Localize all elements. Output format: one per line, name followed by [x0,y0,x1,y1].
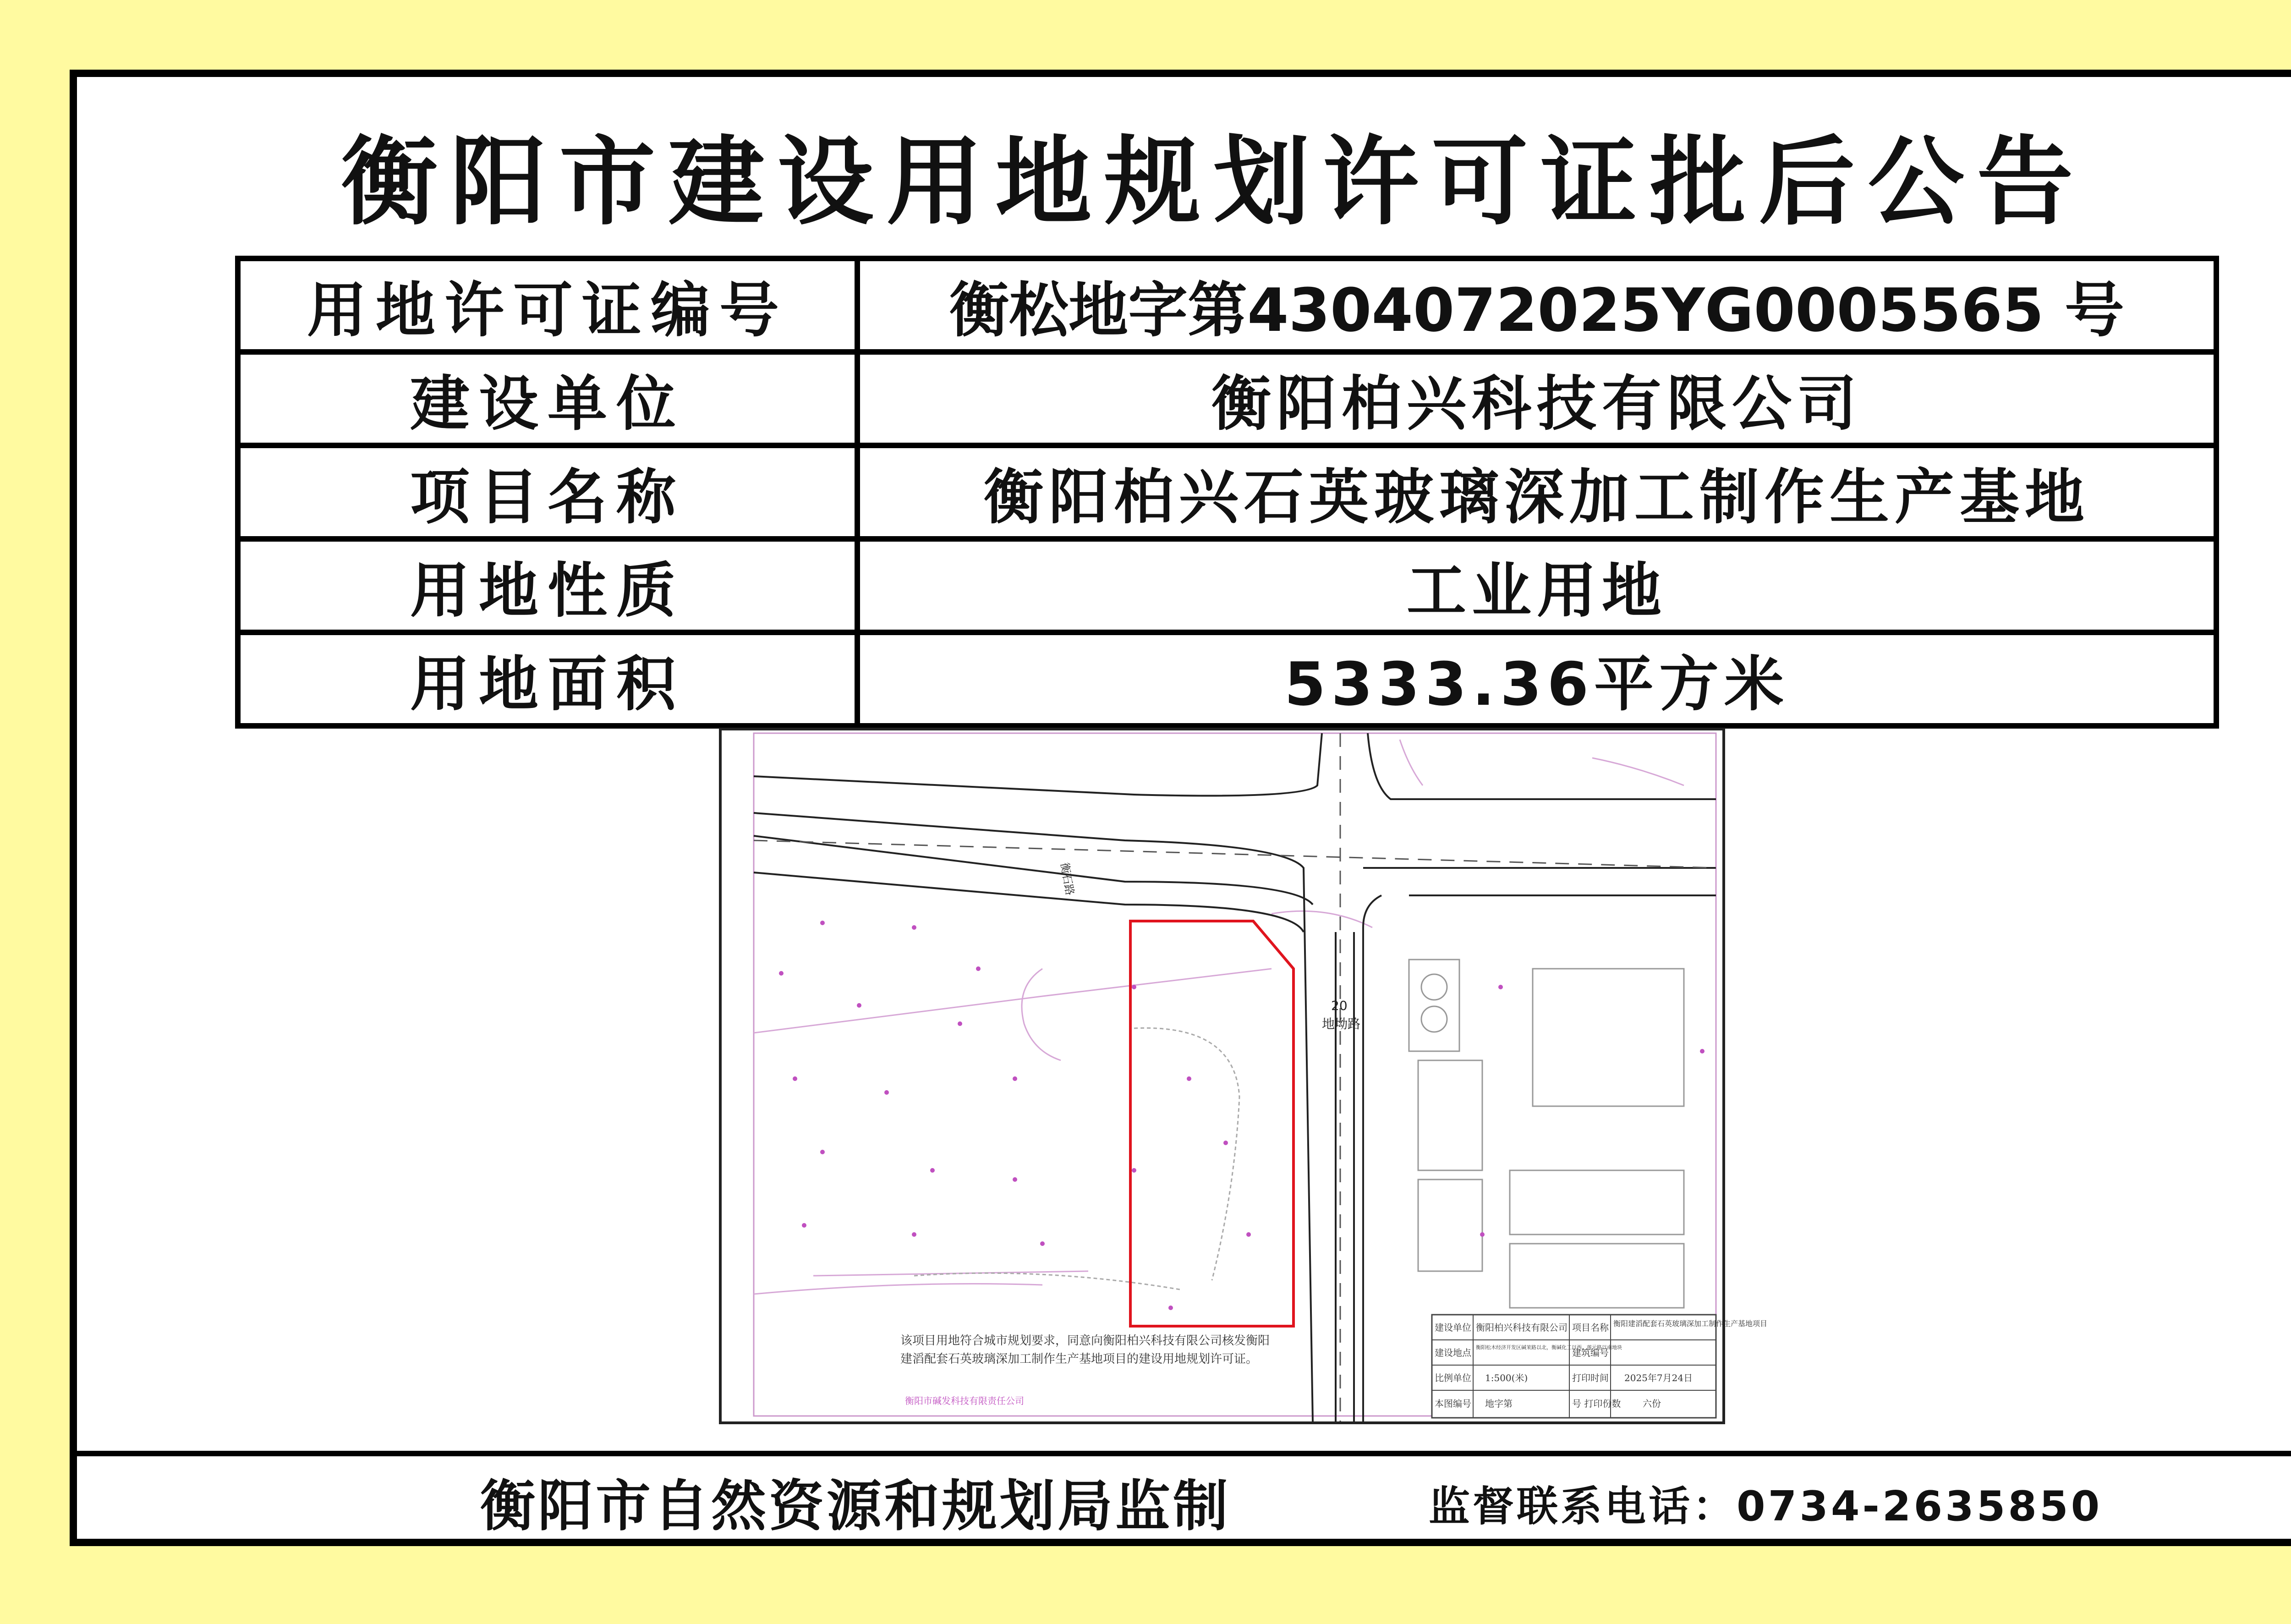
tb-drawing-no-label: 本图编号 [1435,1398,1471,1409]
tb-build-unit-value: 衡阳柏兴科技有限公司 [1476,1322,1568,1333]
info-row-area [238,632,2216,726]
tb-copies-value: 六份 [1643,1398,1661,1409]
row-value: 衡松地字第4304072025YG0005565 号 [857,258,2216,352]
tb-copies-label: 号 打印份数 [1572,1398,1621,1409]
notice-title: 衡阳市建设用地规划许可证批后公告 [341,126,2086,238]
road-name: 地坳路 [1322,1016,1361,1031]
footer-issuer: 衡阳市自然资源和规划局监制 [480,1475,1231,1538]
site-boundary [1130,921,1293,1326]
info-row-permit-no [238,258,2216,352]
row-value: 衡阳柏兴石英玻璃深加工制作生产基地 [857,445,2216,539]
bottom-label: 衡阳市碱发科技有限责任公司 [905,1395,1024,1406]
tb-code-label: 建筑编号 [1572,1347,1609,1358]
tb-project-value: 衡阳建滔配套石英玻璃深加工制作生产基地项目 [1613,1319,1768,1328]
tb-build-unit-label: 建设单位 [1435,1322,1471,1333]
approval-note-2: 建滔配套石英玻璃深加工制作生产基地项目的建设用地规划许可证。 [900,1352,1258,1366]
row-label: 用地许可证编号 [238,258,857,352]
row-label: 项目名称 [238,445,857,539]
row-value: 衡阳柏兴科技有限公司 [857,352,2216,445]
approval-note-1: 该项目用地符合城市规划要求，同意向衡阳柏兴科技有限公司核发衡阳 [900,1334,1270,1348]
tb-print-time-label: 打印时间 [1572,1372,1609,1383]
tb-scale-label: 比例单位 [1435,1372,1471,1383]
info-row-land-use [238,539,2216,632]
site-plan-map [719,728,1768,1424]
road-number: 20 [1331,998,1348,1013]
row-label: 用地性质 [238,539,857,632]
north-road-name: 衡石路 [1058,861,1077,896]
row-value: 5333.36平方米 [857,632,2216,726]
tb-project-label: 项目名称 [1572,1322,1609,1333]
footer-hotline: 监督联系电话：0734-2635850 [1429,1482,2103,1531]
site-plan-drawing [722,730,1768,1421]
tb-print-time-value: 2025年7月24日 [1624,1372,1693,1383]
row-value: 工业用地 [857,539,2216,632]
info-table [235,256,2219,729]
info-row-builder [238,352,2216,445]
tb-location-value: 衡阳松木经济开发区碱茉路以北，衡碱化工以西，莲元路以南地块 [1476,1344,1622,1350]
tb-scale-value: 1:500(米) [1485,1372,1528,1383]
tb-location-label: 建设地点 [1435,1347,1471,1358]
row-label: 用地面积 [238,632,857,726]
notice-board [70,70,2291,1546]
info-row-project [238,445,2216,539]
tb-drawing-no-value: 地字第 [1485,1398,1513,1409]
title-block [1432,1315,1767,1418]
row-label: 建设单位 [238,352,857,445]
footer-divider [77,1451,2291,1456]
